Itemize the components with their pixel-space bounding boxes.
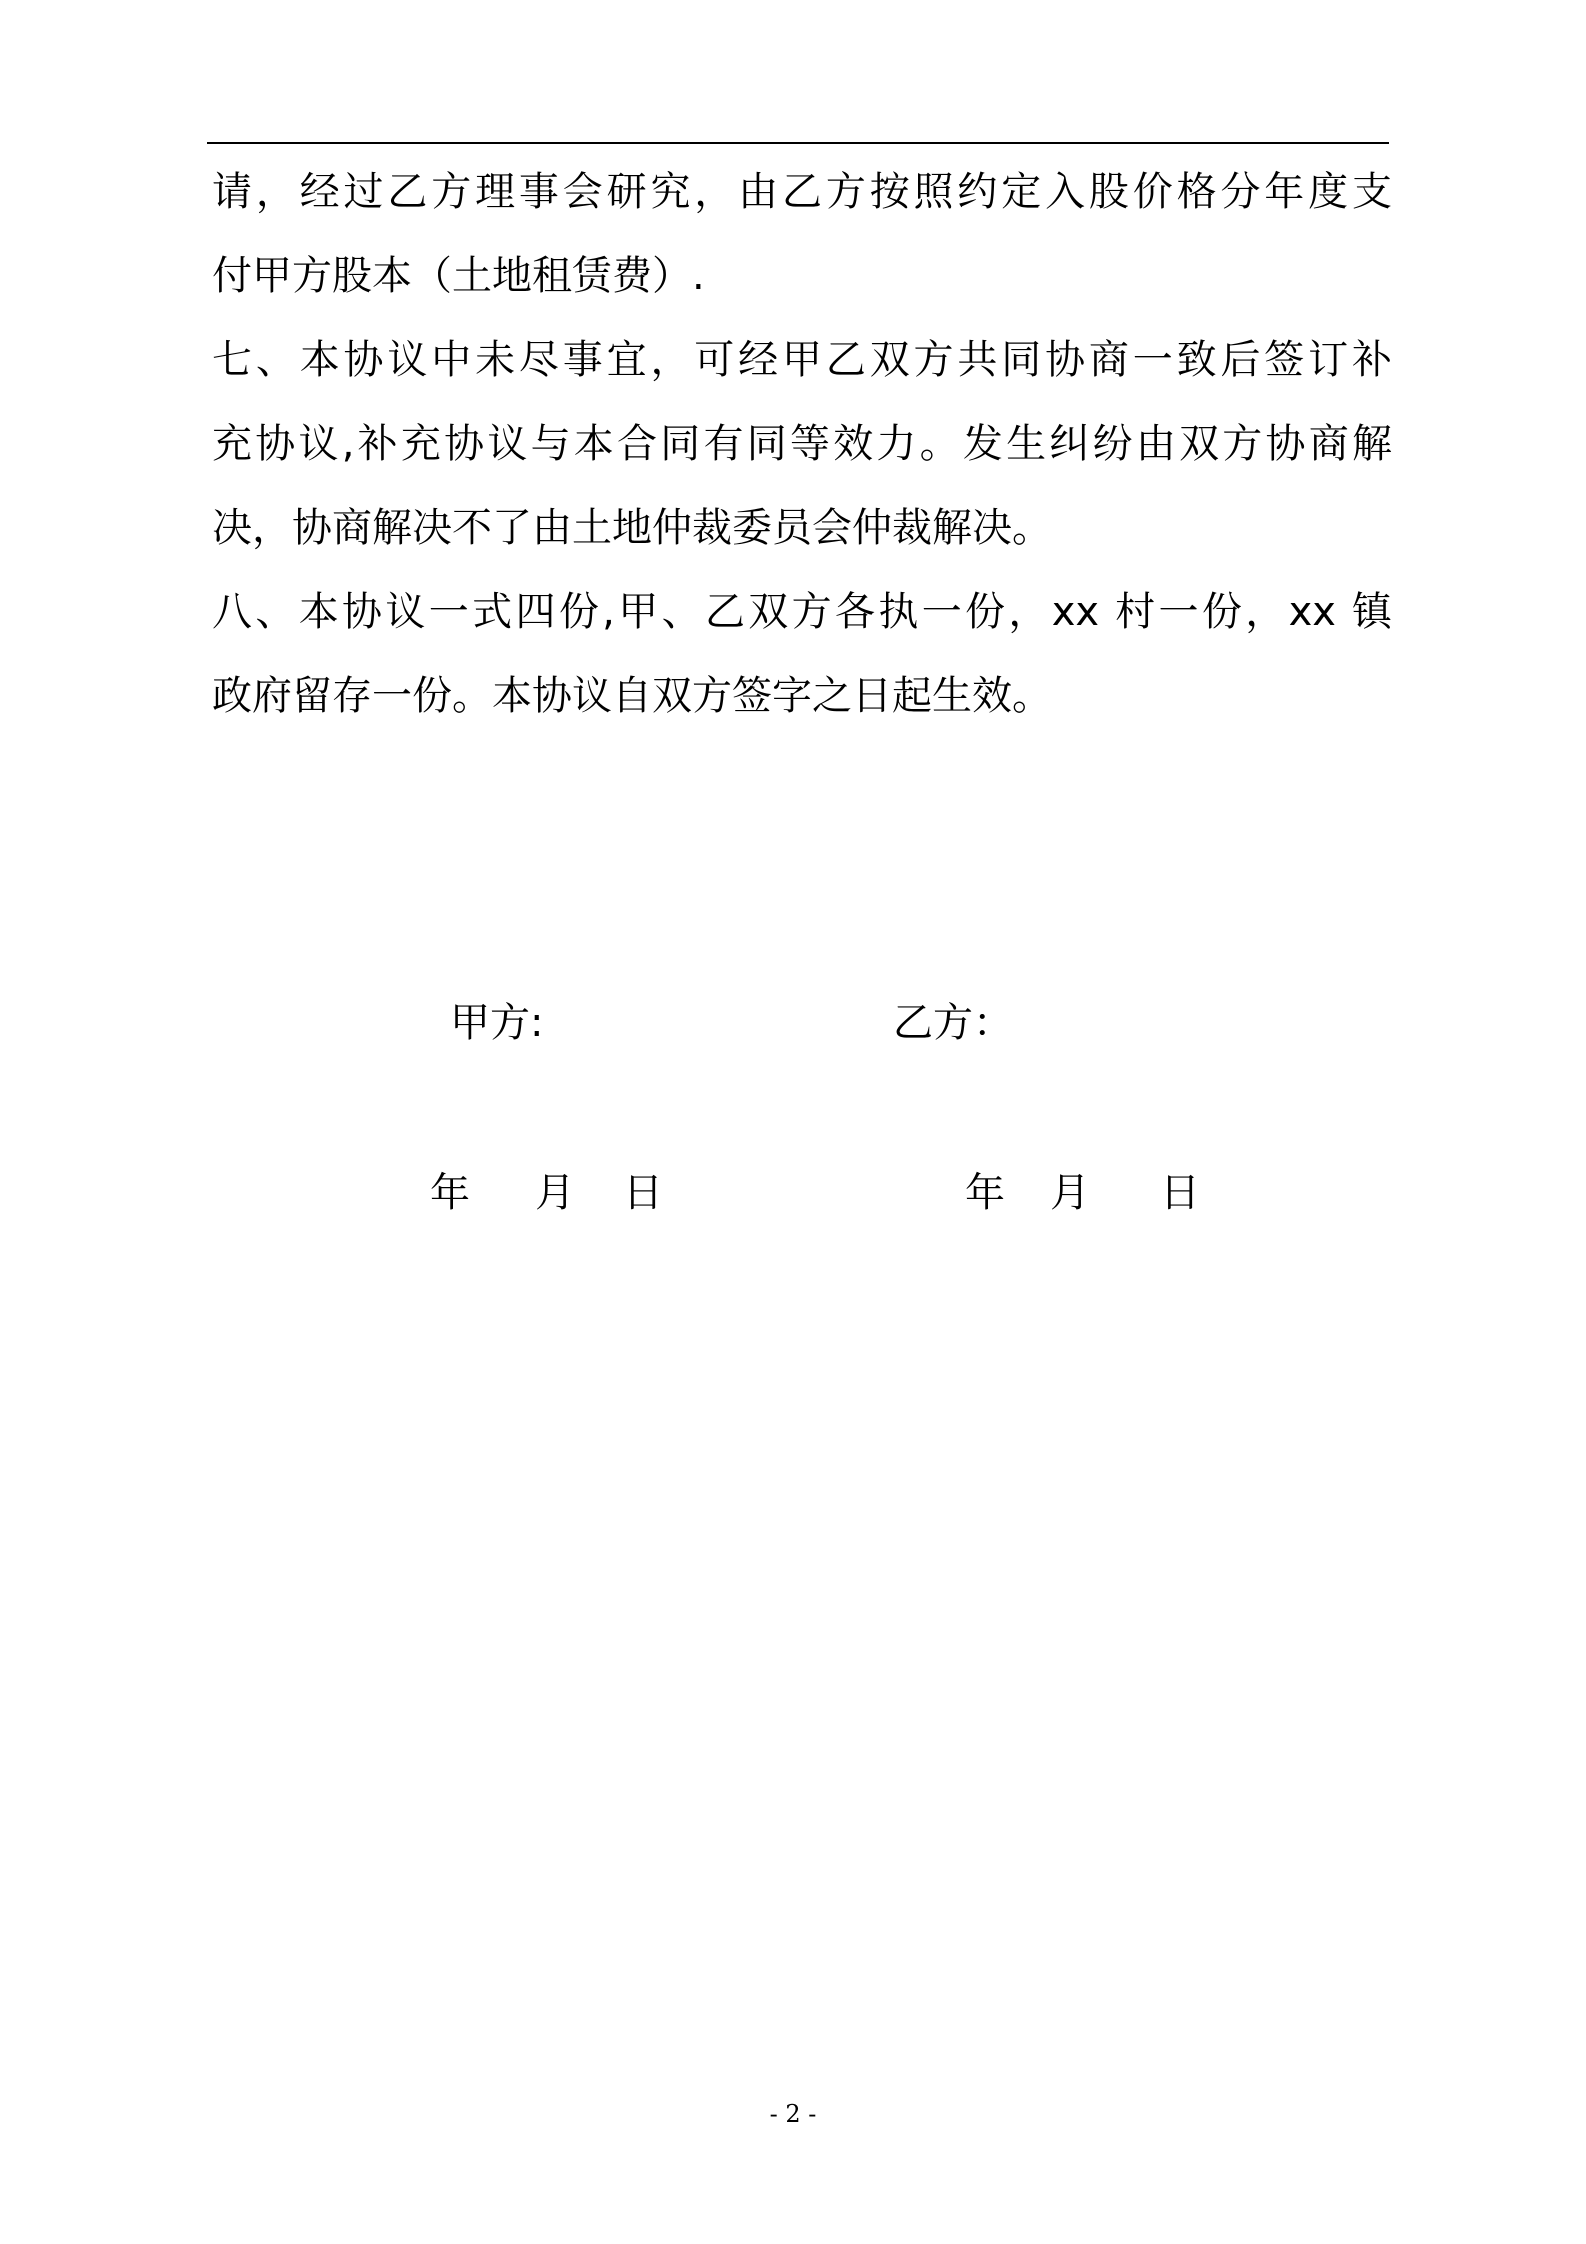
- paragraph-line: 决，协商解决不了由土地仲裁委员会仲裁解决。: [212, 505, 1052, 551]
- party-a-signature-label: 甲方:: [450, 1000, 544, 1046]
- paragraph-line: 充协议,补充协议与本合同有同等效力。发生纠纷由双方协商解: [212, 421, 1392, 467]
- party-b-date-day: 日: [1160, 1170, 1200, 1216]
- paragraph-line: 请，经过乙方理事会研究，由乙方按照约定入股价格分年度支: [212, 169, 1392, 215]
- party-a-date-day: 日: [623, 1170, 663, 1216]
- agreement-body: [212, 150, 1392, 738]
- party-a-date-year: 年: [430, 1170, 470, 1216]
- paragraph-line: 付甲方股本（土地租赁费）.: [212, 253, 705, 299]
- header-rule: [207, 142, 1389, 144]
- party-b-date-year: 年: [965, 1170, 1005, 1216]
- paragraph-line: 七、本协议中未尽事宜，可经甲乙双方共同协商一致后签订补: [212, 337, 1392, 383]
- party-a-date-month: 月: [535, 1170, 575, 1216]
- paragraph-line: 政府留存一份。本协议自双方签字之日起生效。: [212, 673, 1052, 719]
- paragraph-line: 八、本协议一式四份,甲、乙双方各执一份，xx 村一份，xx 镇: [212, 589, 1392, 635]
- party-b-signature-label: 乙方：: [893, 1000, 1013, 1046]
- party-b-date-month: 月: [1050, 1170, 1090, 1216]
- page-number: - 2 -: [769, 2100, 817, 2128]
